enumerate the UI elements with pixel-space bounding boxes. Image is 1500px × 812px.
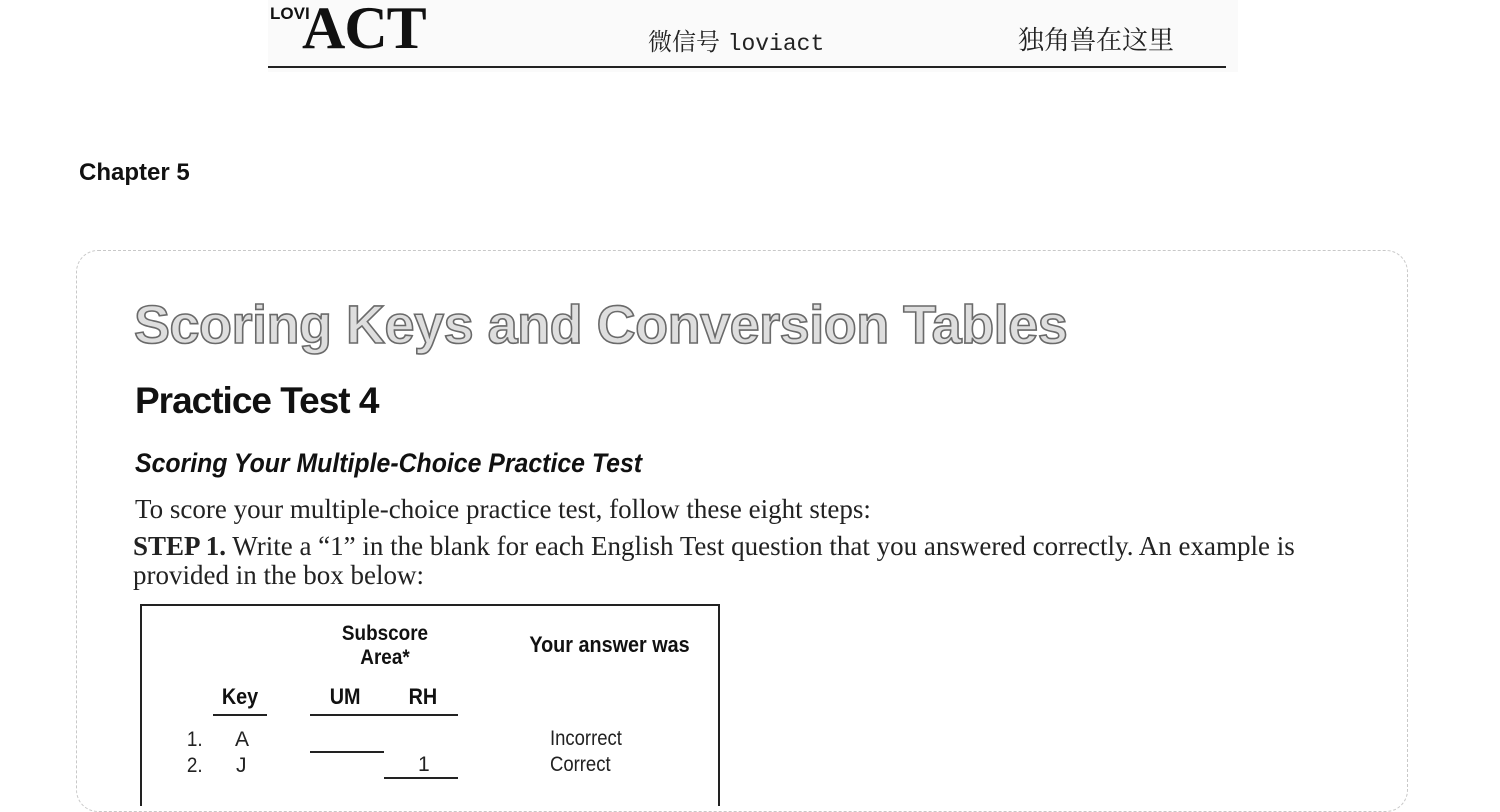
um-header: UM <box>329 684 361 709</box>
wechat-label: 微信号 <box>648 28 720 56</box>
row-key: A <box>235 728 250 751</box>
subscore-area-header: Subscore Area* <box>341 622 429 669</box>
step-1-paragraph <box>133 532 1323 590</box>
row-answer: Correct <box>550 753 611 776</box>
step-1-text: Write a “1” in the blank for each English Test question that you answered correctly. An example is provided in the box below: <box>133 531 1295 590</box>
act-logo: ACT <box>302 0 426 61</box>
chapter-label: Chapter 5 <box>79 159 190 186</box>
page-title: Scoring Keys and Conversion Tables <box>134 295 1068 355</box>
key-header: Key <box>221 684 259 709</box>
row-number: 2. <box>186 754 203 777</box>
row-answer: Incorrect <box>550 727 622 750</box>
rh-header: RH <box>408 684 438 709</box>
row-number: 1. <box>186 728 203 751</box>
step-1-label: STEP 1. <box>133 531 227 561</box>
page-subtitle: Practice Test 4 <box>135 380 379 421</box>
intro-paragraph: To score your multiple-choice practice test, follow these eight steps: <box>135 494 871 524</box>
section-heading: Scoring Your Multiple-Choice Practice Test <box>135 448 643 478</box>
rh-answer-blank[interactable] <box>384 777 458 779</box>
row-key: J <box>236 754 247 777</box>
key-header-rule <box>213 714 267 716</box>
wechat-handle <box>648 22 824 57</box>
logo-prefix: LOVI <box>270 4 310 23</box>
um-answer-blank[interactable] <box>310 751 384 753</box>
header-divider <box>268 66 1226 68</box>
your-answer-header: Your answer was <box>529 632 690 657</box>
wechat-id: loviact <box>727 31 825 57</box>
header-slogan: 独角兽在这里 <box>1018 26 1175 56</box>
rh-answer-mark: 1 <box>418 753 430 776</box>
subscore-header-rule <box>310 714 458 716</box>
